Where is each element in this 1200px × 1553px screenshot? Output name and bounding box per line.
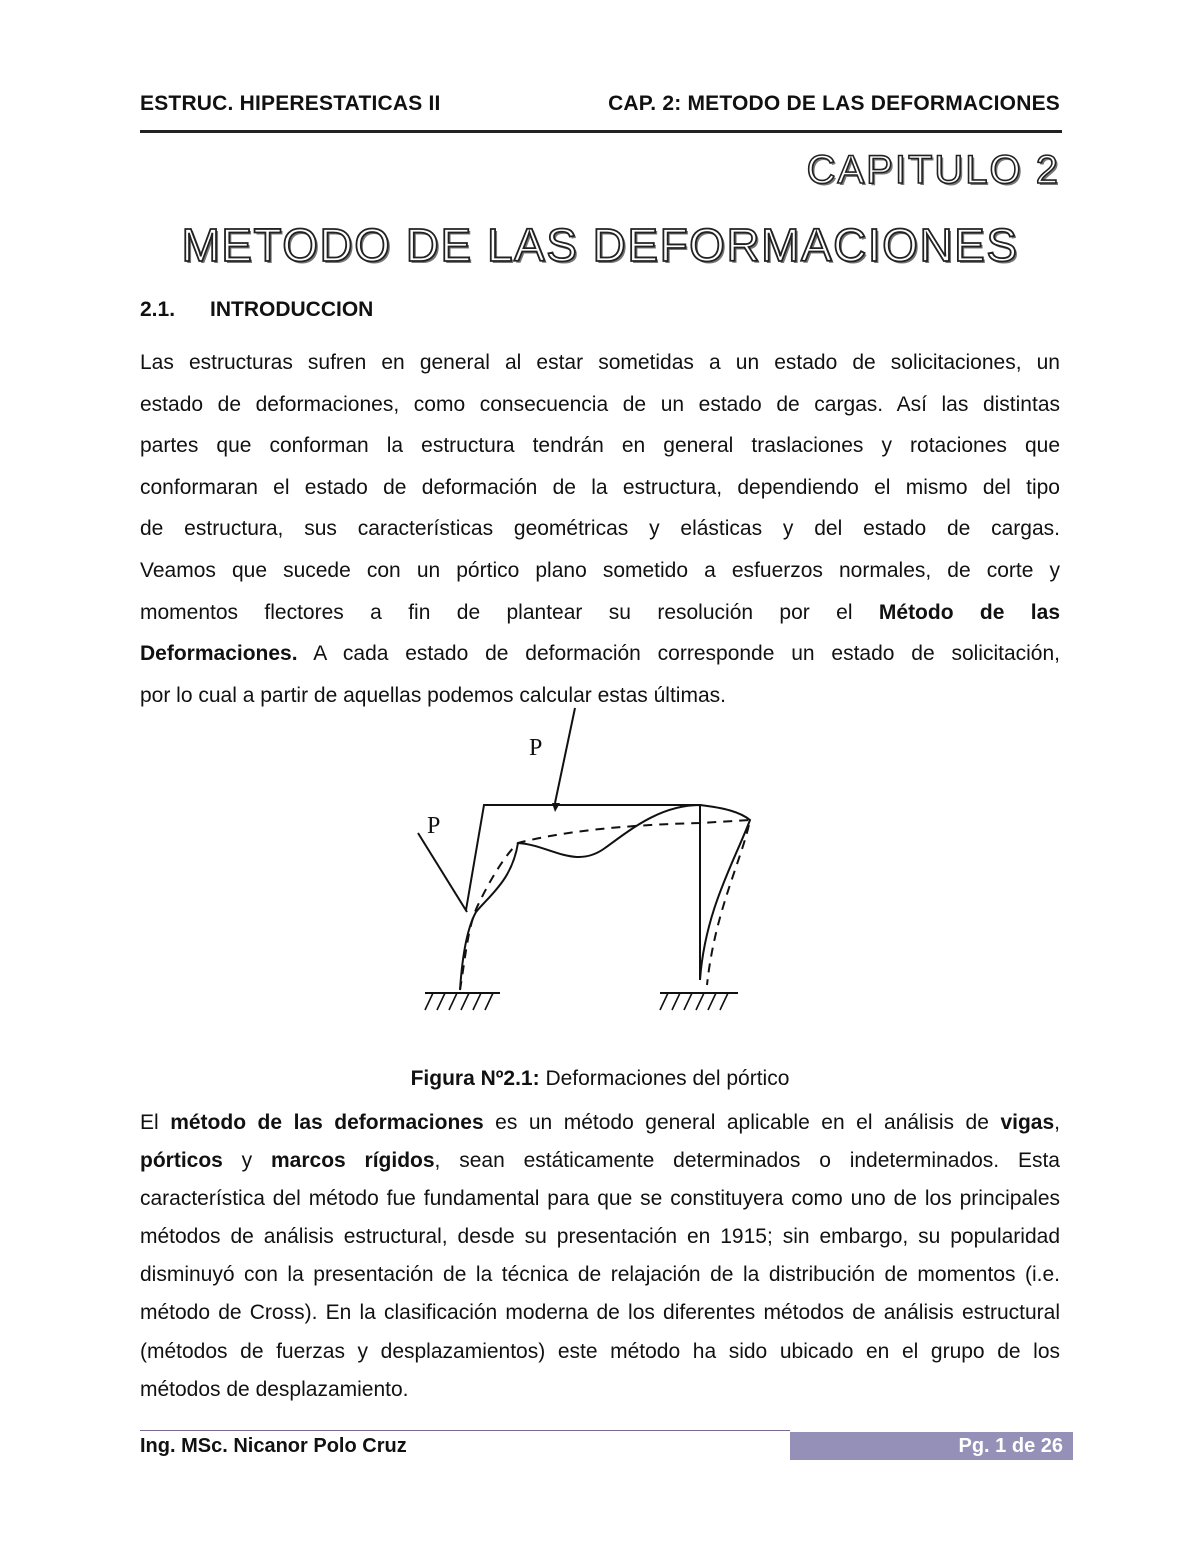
page-title: METODO DE LAS DEFORMACIONES xyxy=(181,219,1019,271)
paragraph-line: método de Cross). En la clasificación moderna de los diferentes métodos de análisis estructural xyxy=(140,1301,1060,1325)
paragraph-line: métodos de análisis estructural, desde su presentación en 1915; sin embargo, su popularidad xyxy=(140,1225,1060,1249)
paragraph-line: (métodos de fuerzas y desplazamientos) este método ha sido ubicado en el grupo de los xyxy=(140,1339,1060,1363)
frame-deformation-figure xyxy=(400,700,780,1030)
paragraph-line xyxy=(140,592,1060,634)
section-title: INTRODUCCION xyxy=(210,298,374,321)
chapter-label: CAPITULO 2 xyxy=(806,148,1060,192)
bold-term: Método de las xyxy=(878,600,1060,624)
bold-term: vigas xyxy=(1000,1111,1055,1134)
intro-paragraph xyxy=(140,342,1060,716)
paragraph-line xyxy=(140,1142,1060,1180)
deformed-frame-solid xyxy=(460,805,750,990)
section-heading xyxy=(140,298,373,322)
bold-term: método de las deformaciones xyxy=(170,1111,484,1134)
running-header xyxy=(140,92,1060,122)
bold-term: pórticos xyxy=(140,1149,223,1173)
line-text: y xyxy=(222,1149,271,1173)
line-text: momentos flectores a fin de plantear su resolución por el xyxy=(140,600,879,624)
section-number: 2.1. xyxy=(140,298,176,321)
header-chapter: CAP. 2: METODO DE LAS DEFORMACIONES xyxy=(608,92,1060,115)
caption-label: Figura Nº2.1: xyxy=(410,1067,540,1090)
paragraph-line: por lo cual a partir de aquellas podemos calcular estas últimas. xyxy=(140,683,726,707)
method-paragraph xyxy=(140,1104,1060,1409)
paragraph-line: estado de deformaciones, como consecuencia de un estado de cargas. Así las distintas xyxy=(140,392,1060,416)
load-label-top: P xyxy=(529,735,543,761)
load-arrowhead-top xyxy=(552,803,560,812)
paragraph-line: partes que conforman la estructura tendrán en general traslaciones y rotaciones que xyxy=(140,434,1060,458)
paragraph-line: disminuyó con la presentación de la técnica de relajación de la distribución de momentos (i.e. xyxy=(140,1263,1060,1287)
footer-page-number: Pg. 1 de 26 xyxy=(958,1435,1063,1457)
footer-author: Ing. MSc. Nicanor Polo Cruz xyxy=(140,1435,407,1457)
line-text: , xyxy=(1054,1111,1060,1134)
load-arrow-top xyxy=(555,708,575,803)
bold-term: Deformaciones. xyxy=(140,642,298,666)
paragraph-line: métodos de desplazamiento. xyxy=(140,1377,409,1401)
paragraph-line xyxy=(140,633,1060,675)
header-course: ESTRUC. HIPERESTATICAS II xyxy=(140,92,441,115)
load-arrow-left xyxy=(418,833,467,912)
paragraph-line xyxy=(140,1104,1060,1142)
line-text: A cada estado de deformación corresponde un estado de solicitación, xyxy=(297,642,1060,666)
line-text: El xyxy=(140,1111,171,1134)
line-text: es un método general aplicable en el análisis de xyxy=(483,1111,1001,1134)
header-rule xyxy=(140,130,1062,133)
paragraph-line: Veamos que sucede con un pórtico plano sometido a esfuerzos normales, de corte y xyxy=(140,558,1060,582)
footer-rule xyxy=(140,1430,790,1431)
figure-caption xyxy=(140,1067,1060,1091)
caption-text: Deformaciones del pórtico xyxy=(539,1067,790,1090)
paragraph-line: conformaran el estado de deformación de la estructura, dependiendo el mismo del tipo xyxy=(140,475,1060,499)
paragraph-line: de estructura, sus características geométricas y elásticas y del estado de cargas. xyxy=(140,517,1060,541)
paragraph-line: Las estructuras sufren en general al estar sometidas a un estado de solicitaciones, un xyxy=(140,351,1060,374)
deformed-frame-dashed xyxy=(460,820,750,990)
line-text: , sean estáticamente determinados o indeterminados. Esta xyxy=(434,1149,1060,1173)
load-label-left: P xyxy=(427,813,441,839)
paragraph-line: característica del método fue fundamental para que se constituyera como uno de los principales xyxy=(140,1187,1060,1211)
bold-term: marcos rígidos xyxy=(271,1149,435,1173)
